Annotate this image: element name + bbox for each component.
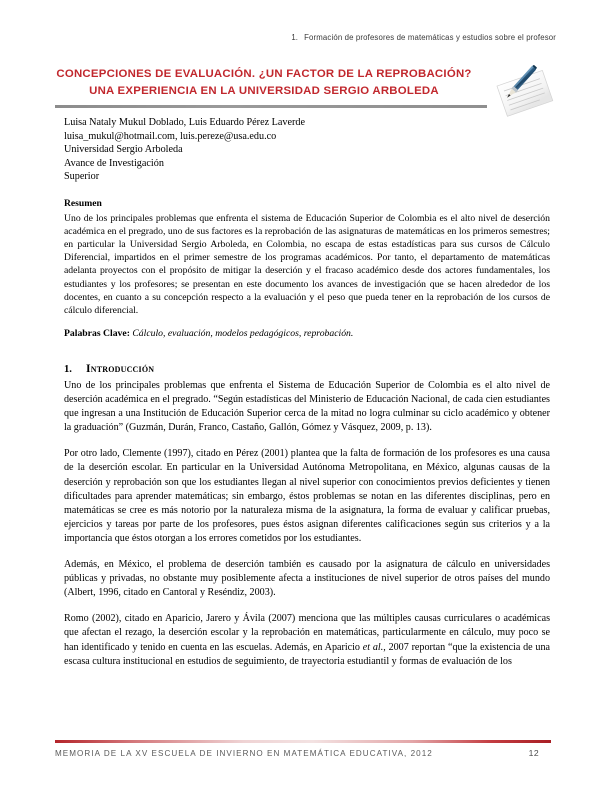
running-head-number: 1.: [291, 33, 299, 42]
paragraph-2: Por otro lado, Clemente (1997), citado en Pérez (2001) plantea que la falta de formación de los profesores es una causa de la deserción escolar. En particular en la Universidad Autónoma Metropolitana, en México, algunas causas de la deserción y reprobación son que los estudiantes llegan al nivel superior con conocimientos previos deficientes y tienen dificultades para aprender matemáticas; sin embargo, éstos problemas se notan en las diferentes disciplinas, pero en matemáticas se cree es más notorio por la naturaleza misma de la asignatura, la forma de evaluar y calificar pruebas, ejercicios y tareas por parte de los profesores, pues éstos asignan diferentes calificaciones según sus criterios y a la importancia que éstos otorgan a los errores cometidos por los estudiantes.: [64, 448, 550, 544]
author-names: Luisa Nataly Mukul Doblado, Luis Eduardo Pérez Laverde: [64, 117, 306, 128]
paragraph-4-part-a: Romo (2002), citado en Aparicio, Jarero y Ávila (2007) menciona que las múltiples causas curriculares o académicas que afectan el rezago, la deserción escolar y la reprobación en matemáticas, particularmente en cálculo, muy poco se han identificado y tenido en cuenta en las escuelas. Además, en Aparicio: [64, 613, 550, 653]
footer-divider: [55, 740, 551, 743]
section-number: 1.: [64, 364, 72, 375]
body-copy: [64, 379, 550, 669]
education-level: Superior: [64, 171, 100, 183]
keywords: [64, 327, 550, 340]
keywords-list: Cálculo, evaluación, modelos pedagógicos, reprobación.: [132, 328, 354, 340]
page-title: [44, 66, 484, 100]
running-head: [291, 33, 556, 42]
section-title: Introducción: [86, 362, 155, 375]
submission-type: Avance de Investigación: [64, 157, 164, 169]
paragraph-3: Además, en México, el problema de deserción también es causado por la asignatura de cálculo en universidades públicas y privadas, no obstante muy posiblemente afecta a instituciones de nivel superior de otros países del mundo (Albert, 1996, citado en Cantoral y Reséndiz, 2003).: [64, 559, 550, 599]
footer: [55, 748, 551, 758]
paragraph-1: Uno de los principales problemas que enfrenta el Sistema de Educación Superior de Colombia es el alto nivel de deserción académica en el pregrado. “Según estadísticas del Ministerio de Educación Nacional, de cada cien estudiantes que ingresan a una Institución de Educación Superior cerca de la mitad no logra culminar su ciclo académico y obtener la graduación” (Guzmán, Durán, Franco, Castaño, Gallón, Gómez y Vásquez, 2009, p. 13).: [64, 380, 550, 434]
keywords-label: Palabras Clave:: [64, 328, 130, 340]
section-heading-introduccion: [64, 362, 550, 375]
page-number: 12: [528, 748, 539, 758]
abstract-heading: Resumen: [64, 198, 102, 209]
paragraph-4: [64, 612, 550, 668]
paragraph-4-part-b: , 2007 reportan “que la existencia de una escasa cultura institucional en estudios de seguimiento, de trayectoria estudiantil y formas de evaluación de los: [64, 641, 550, 667]
paragraph-4-emphasis: et al.: [362, 641, 384, 653]
title-line-1: CONCEPCIONES DE EVALUACIÓN. ¿UN FACTOR DE LA REPROBACIÓN?: [56, 68, 472, 80]
abstract-section: [64, 198, 550, 340]
running-head-text: Formación de profesores de matemáticas y estudios sobre el profesor: [304, 33, 556, 42]
footer-text: MEMORIA DE LA XV ESCUELA DE INVIERNO EN MATEMÁTICA EDUCATIVA, 2012: [55, 749, 433, 758]
author-block: [64, 116, 534, 184]
abstract-body: Uno de los principales problemas que enfrenta el sistema de Educación Superior de Colombia es el alto nivel de deserción académica en el pregrado, uno de sus factores es la reprobación de las asignaturas de matemáticas en los primeros semestres; en particular la Universidad Sergio Arboleda, en Colombia, no escapa de estas estadísticas para sus cursos de Cálculo Diferencial, impartidos en el primer semestre de los programas académicos. Por tanto, el departamento de matemáticas adelanta proyectos con el propósito de mitigar la deserción y el fracaso académico desde dos actores fundamentales, los estudiantes y los profesores; se presentan en este documento los avances de investigación que se hacen alrededor de los docentes, en cuanto a su concepción respecto a la evaluación y el peso que pueda tener en la reprobación de los cursos de cálculo diferencial.: [64, 212, 550, 316]
title-line-2: UNA EXPERIENCIA EN LA UNIVERSIDAD SERGIO ARBOLEDA: [89, 85, 439, 97]
pen-and-paper-icon: [487, 62, 557, 124]
title-divider: [55, 105, 487, 108]
author-emails: luisa_mukul@hotmail.com, luis.pereze@usa.edu.co: [64, 130, 277, 142]
author-institution: Universidad Sergio Arboleda: [64, 144, 183, 156]
